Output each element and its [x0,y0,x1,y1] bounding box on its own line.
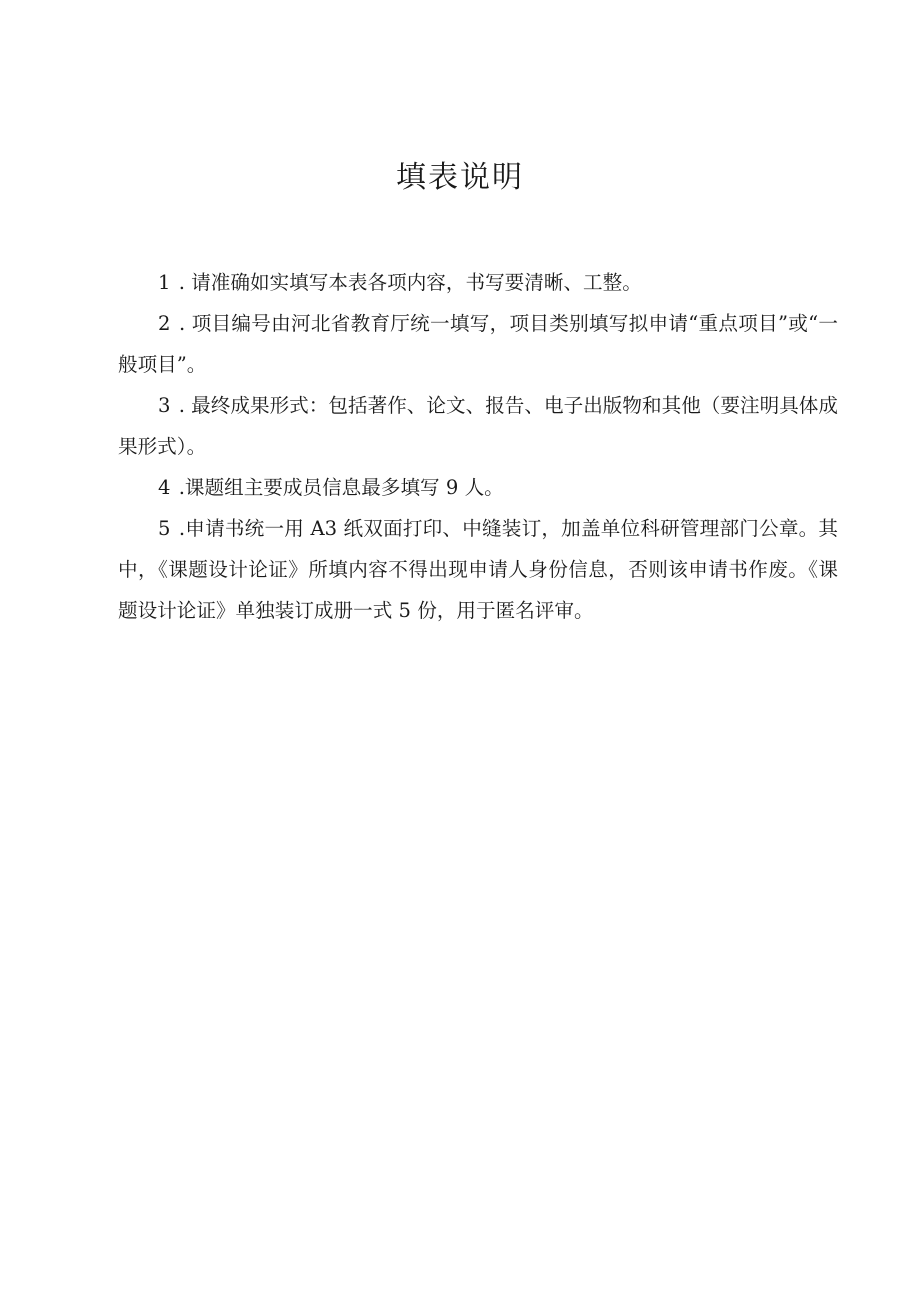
item-text: .申请书统一用 A3 纸双面打印、中缝装订，加盖单位科研管理部门公章。其中，《课题设计论证》所填内容不得出现申请人身份信息，否则该申请书作废。《课题设计论证》单独装订成册一式 5 份，用于匿名评审。 [118,517,838,622]
instruction-item-1 [118,262,838,303]
item-text: . 项目编号由河北省教育厅统一填写，项目类别填写拟申请“重点项目”或“一般项目”。 [118,312,838,376]
item-text: . 最终成果形式：包括著作、论文、报告、电子出版物和其他（要注明具体成果形式）。 [118,394,838,458]
instruction-item-3 [118,385,838,467]
item-number: 5 [158,517,171,540]
instruction-item-4 [118,467,838,508]
item-number: 4 [158,476,171,499]
page-title: 填表说明 [396,160,524,195]
item-number: 2 [158,312,171,335]
instructions-list [118,262,838,631]
instruction-item-2 [118,303,838,385]
item-text: . 请准确如实填写本表各项内容，书写要清晰、工整。 [178,271,642,294]
item-number: 3 [158,394,171,417]
item-number: 1 [158,271,171,294]
instruction-item-5 [118,508,838,631]
item-text: .课题组主要成员信息最多填写 9 人。 [178,476,504,499]
